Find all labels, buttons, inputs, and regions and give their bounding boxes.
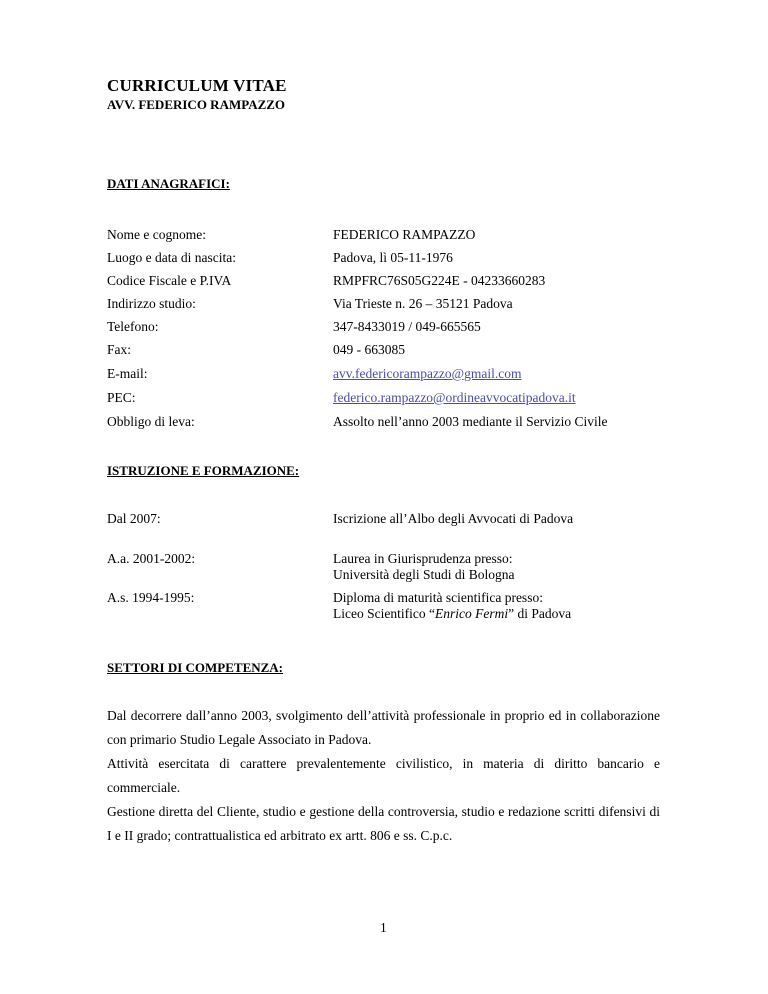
value-telefono: 347-8433019 / 049-665565: [333, 319, 481, 334]
section-heading-settori: SETTORI DI COMPETENZA:: [107, 660, 284, 675]
value-albo: Iscrizione all’Albo degli Avvocati di Padova: [333, 511, 574, 526]
liceo-prefix: Liceo Scientifico “: [333, 606, 435, 621]
label-as-1994: A.s. 1994-1995:: [107, 590, 195, 605]
value-universita: Università degli Studi di Bologna: [333, 567, 515, 582]
label-indirizzo: Indirizzo studio:: [107, 296, 196, 311]
section-heading-istruzione: ISTRUZIONE E FORMAZIONE:: [107, 463, 300, 478]
label-nome: Nome e cognome:: [107, 227, 206, 242]
settori-body: [107, 704, 660, 848]
value-indirizzo: Via Trieste n. 26 – 35121 Padova: [333, 296, 513, 311]
label-fax: Fax:: [107, 342, 132, 357]
value-nome: FEDERICO RAMPAZZO: [333, 227, 476, 242]
settori-paragraph: Dal decorrere dall’anno 2003, svolgimento dell’attività professionale in proprio ed in collaborazione con primario Studio Legale Associato in Padova.: [107, 708, 660, 747]
label-nascita: Luogo e data di nascita:: [107, 250, 236, 265]
section-heading-dati-anagrafici: DATI ANAGRAFICI:: [107, 176, 230, 191]
value-leva: Assolto nell’anno 2003 mediante il Servizio Civile: [333, 414, 608, 429]
label-dal-2007: Dal 2007:: [107, 511, 161, 526]
email-link[interactable]: avv.federicorampazzo@gmail.com: [333, 366, 522, 381]
label-codice-fiscale: Codice Fiscale e P.IVA: [107, 273, 232, 288]
value-liceo: [333, 606, 571, 622]
page-number: 1: [380, 920, 387, 935]
value-fax: 049 - 663085: [333, 342, 405, 357]
label-aa-2001: A.a. 2001-2002:: [107, 551, 196, 566]
label-leva: Obbligo di leva:: [107, 414, 195, 429]
liceo-suffix: ” di Padova: [508, 606, 572, 621]
document-title: CURRICULUM VITAE: [107, 76, 287, 95]
settori-paragraph: Attività esercitata di carattere prevalentemente civilistico, in materia di diritto bancario e commerciale.: [107, 756, 660, 795]
label-pec: PEC:: [107, 390, 136, 405]
label-email: E-mail:: [107, 366, 148, 381]
settori-paragraph: Gestione diretta del Cliente, studio e gestione della controversia, studio e redazione scritti difensivi di I e II grado; contrattualistica ed arbitrato ex artt. 806 e ss. C.p.c.: [107, 804, 660, 843]
document-subtitle: AVV. FEDERICO RAMPAZZO: [107, 97, 286, 112]
value-codice-fiscale: RMPFRC76S05G224E - 04233660283: [333, 273, 546, 288]
value-laurea: Laurea in Giurisprudenza presso:: [333, 551, 513, 566]
value-diploma: Diploma di maturità scientifica presso:: [333, 590, 543, 605]
value-nascita: Padova, lì 05-11-1976: [333, 250, 453, 265]
pec-link[interactable]: federico.rampazzo@ordineavvocatipadova.it: [333, 390, 576, 405]
label-telefono: Telefono:: [107, 319, 159, 334]
liceo-name: Enrico Fermi: [434, 606, 509, 621]
